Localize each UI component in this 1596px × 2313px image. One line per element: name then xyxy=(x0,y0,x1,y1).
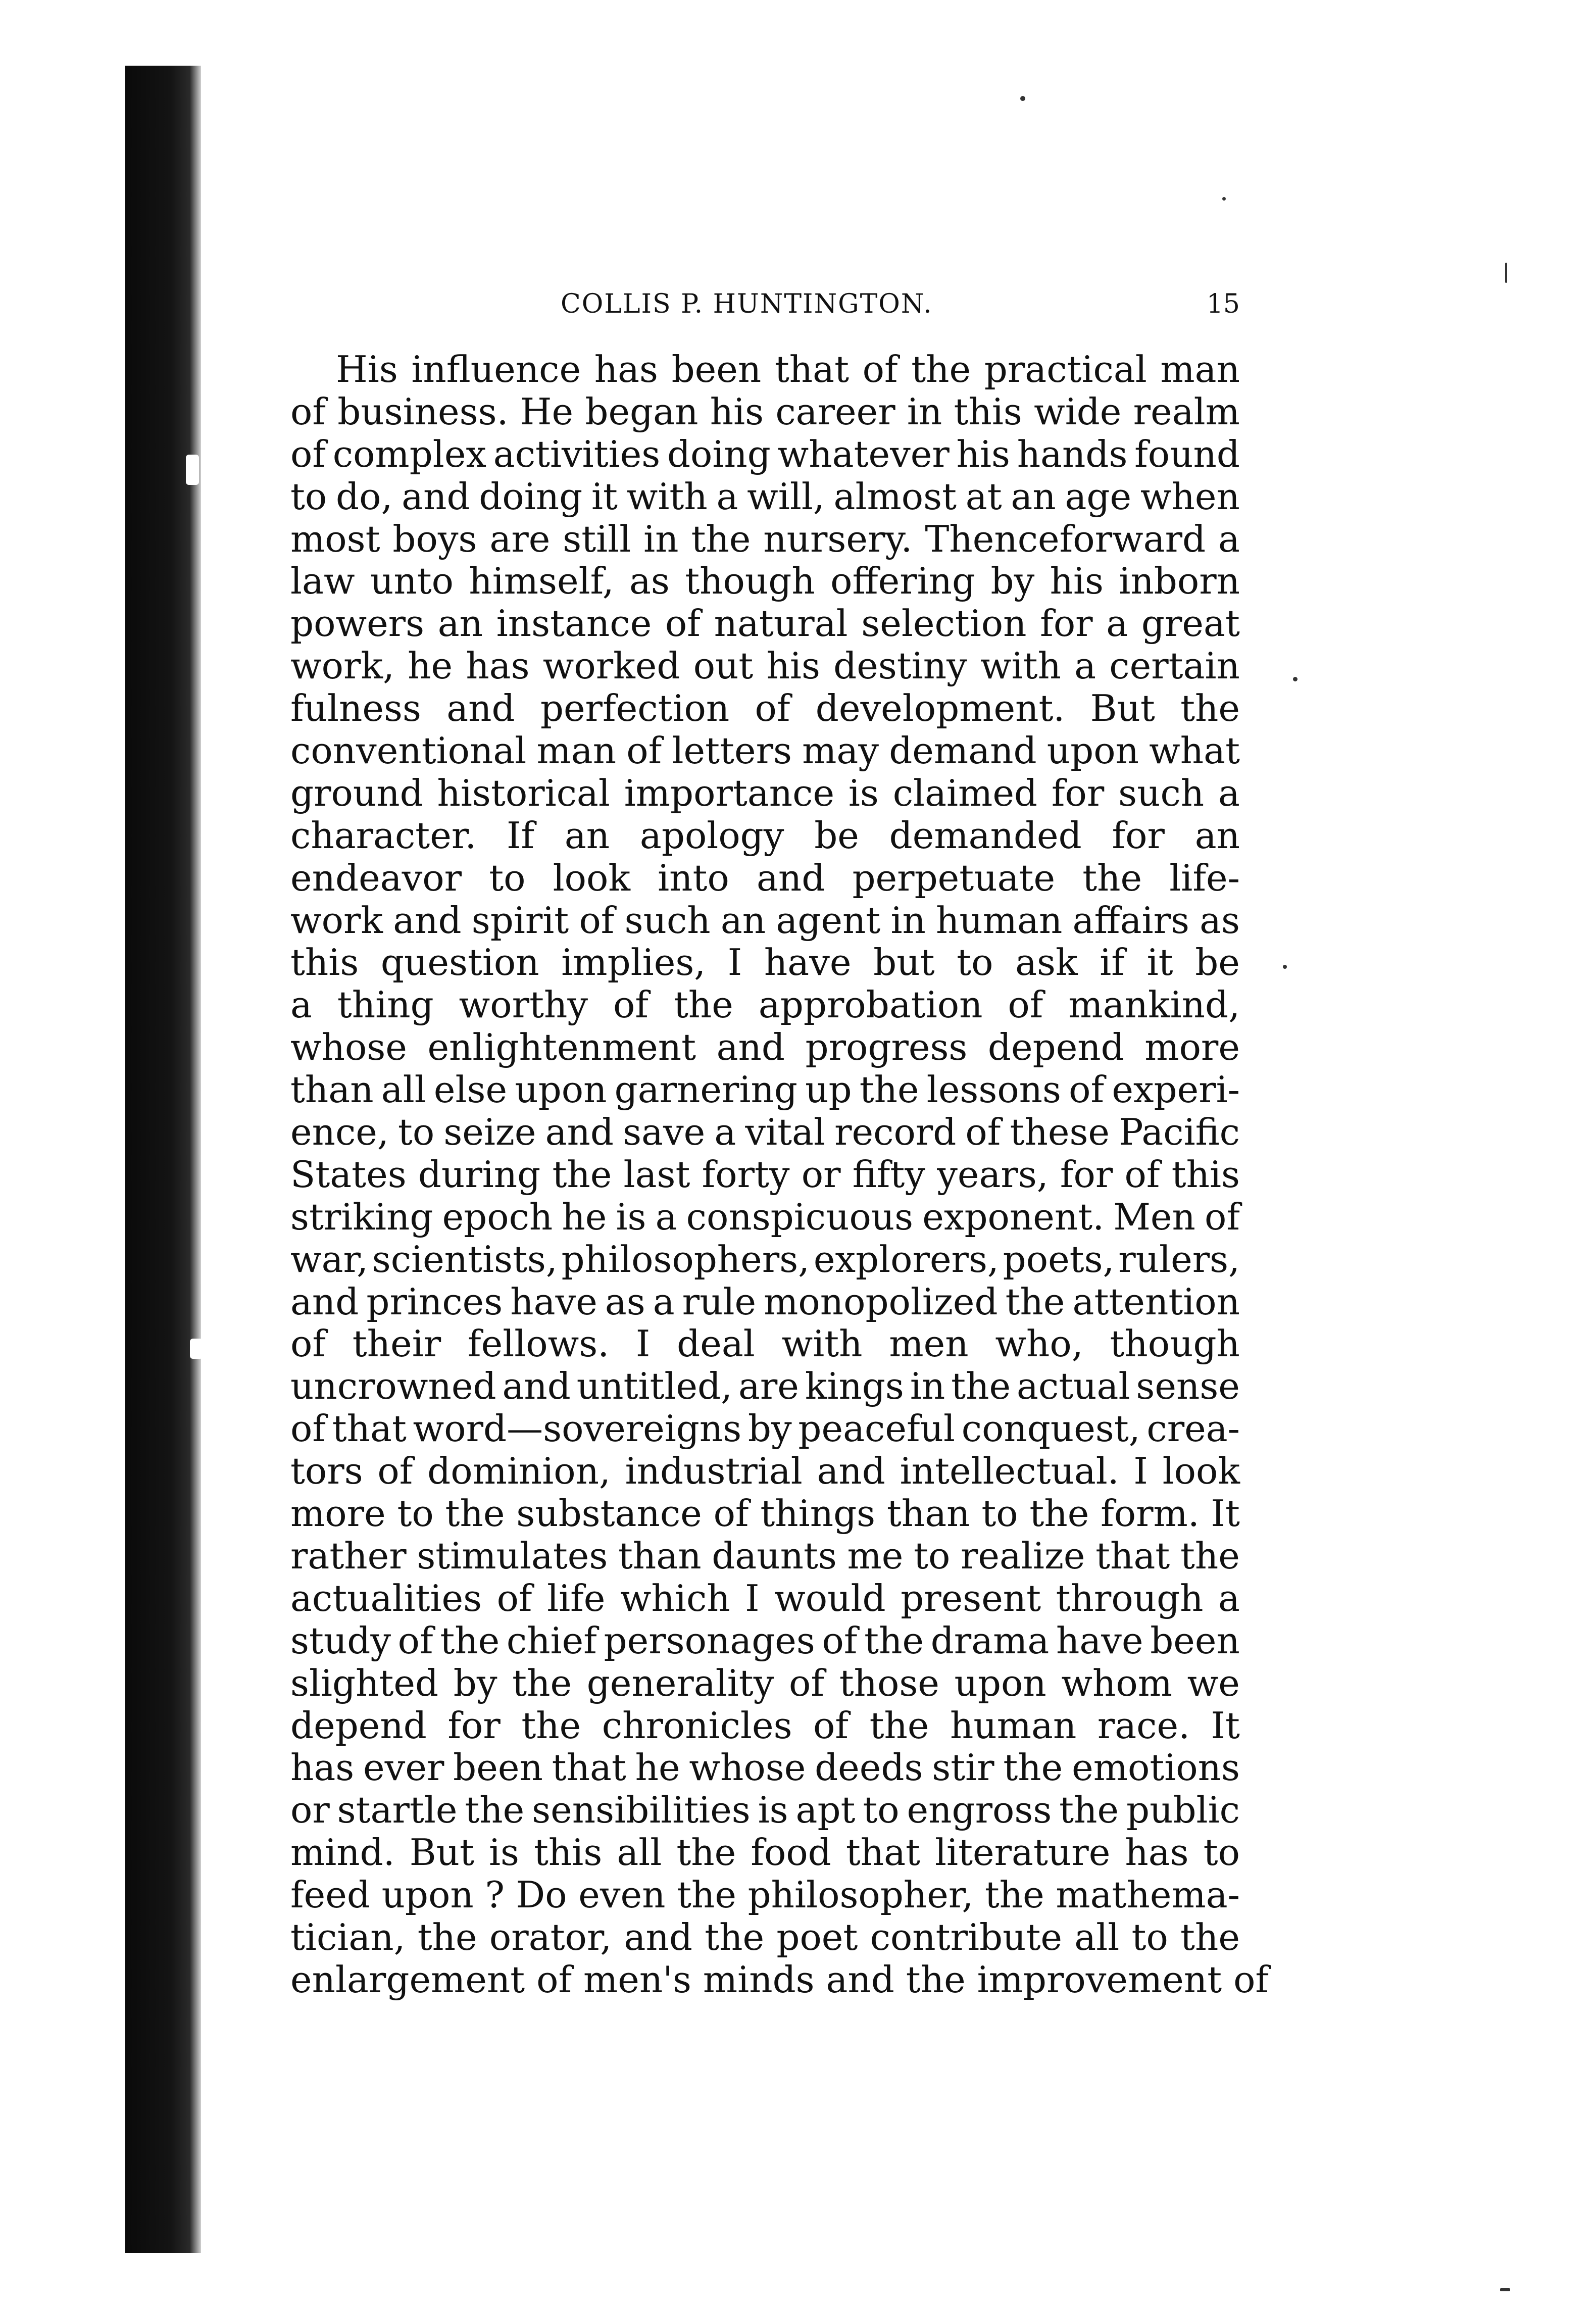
text-line: work and spirit of such an agent in human affairs as xyxy=(290,899,1240,942)
text-line: this question implies, I have but to ask if it be xyxy=(290,941,1240,984)
scan-speck xyxy=(1283,965,1287,969)
text-line: conventional man of letters may demand upon what xyxy=(290,729,1240,772)
text-line: law unto himself, as though offering by his inborn xyxy=(290,560,1240,603)
scan-speck xyxy=(1293,677,1298,681)
text-line: to do, and doing it with a will, almost at an age when xyxy=(290,475,1240,518)
scan-speck xyxy=(1500,2288,1510,2291)
text-line: depend for the chronicles of the human race. It xyxy=(290,1704,1240,1747)
text-line: war, scientists, philosophers, explorers, poets, rulers, xyxy=(290,1238,1240,1281)
text-line: actualities of life which I would present through a xyxy=(290,1577,1240,1619)
body-text xyxy=(290,348,1269,2001)
text-line: or startle the sensibilities is apt to engross the public xyxy=(290,1789,1240,1832)
page-number: 15 xyxy=(1206,289,1240,319)
text-line: of their fellows. I deal with men who, though xyxy=(290,1322,1240,1365)
binding-edge xyxy=(125,66,201,2253)
text-line: enlargement of men's minds and the improvement of xyxy=(290,1958,1269,2001)
text-line: tors of dominion, industrial and intellectual. I look xyxy=(290,1450,1240,1493)
text-line: feed upon ? Do even the philosopher, the mathema- xyxy=(290,1874,1240,1916)
text-line: uncrowned and untitled, are kings in the actual sense xyxy=(290,1365,1240,1408)
text-line: whose enlightenment and progress depend more xyxy=(290,1026,1240,1069)
text-line: work, he has worked out his destiny with a certain xyxy=(290,645,1240,687)
text-line: striking epoch he is a conspicuous exponent. Men of xyxy=(290,1195,1240,1238)
text-line: character. If an apology be demanded for an xyxy=(290,814,1240,857)
text-line: of that word—sovereigns by peaceful conquest, crea- xyxy=(290,1407,1240,1450)
text-line: of complex activities doing whatever his hands found xyxy=(290,432,1240,475)
text-line: more to the substance of things than to the form. It xyxy=(290,1492,1240,1535)
text-line: ground historical importance is claimed for such a xyxy=(290,771,1240,814)
scan-speck xyxy=(1222,197,1226,201)
scan-speck xyxy=(1505,263,1507,283)
text-line: a thing worthy of the approbation of mankind, xyxy=(290,983,1240,1026)
page-header xyxy=(290,289,1240,329)
text-line: study of the chief personages of the drama have been xyxy=(290,1619,1240,1662)
scan-speck xyxy=(1020,96,1025,101)
text-line: powers an instance of natural selection for a great xyxy=(290,602,1240,645)
text-line: endeavor to look into and perpetuate the life- xyxy=(290,856,1240,899)
text-line: rather stimulates than daunts me to realize that the xyxy=(290,1534,1240,1577)
text-line: than all else upon garnering up the lessons of experi- xyxy=(290,1068,1240,1111)
text-line: fulness and perfection of development. But the xyxy=(290,687,1240,730)
text-line: has ever been that he whose deeds stir the emotions xyxy=(290,1746,1240,1789)
text-line: most boys are still in the nursery. Thenceforward a xyxy=(290,517,1240,560)
text-line: States during the last forty or fifty years, for of this xyxy=(290,1153,1240,1196)
running-title: COLLIS P. HUNTINGTON. xyxy=(561,289,933,319)
text-line: and princes have as a rule monopolized the attention xyxy=(290,1280,1240,1323)
text-line: of business. He began his career in this wide realm xyxy=(290,390,1240,433)
text-line: tician, the orator, and the poet contribute all to the xyxy=(290,1915,1240,1958)
text-line: slighted by the generality of those upon whom we xyxy=(290,1661,1240,1704)
text-line: mind. But is this all the food that literature has to xyxy=(290,1831,1240,1874)
text-line: His influence has been that of the practical man xyxy=(336,348,1240,390)
text-line: ence, to seize and save a vital record of these Pacific xyxy=(290,1111,1240,1154)
